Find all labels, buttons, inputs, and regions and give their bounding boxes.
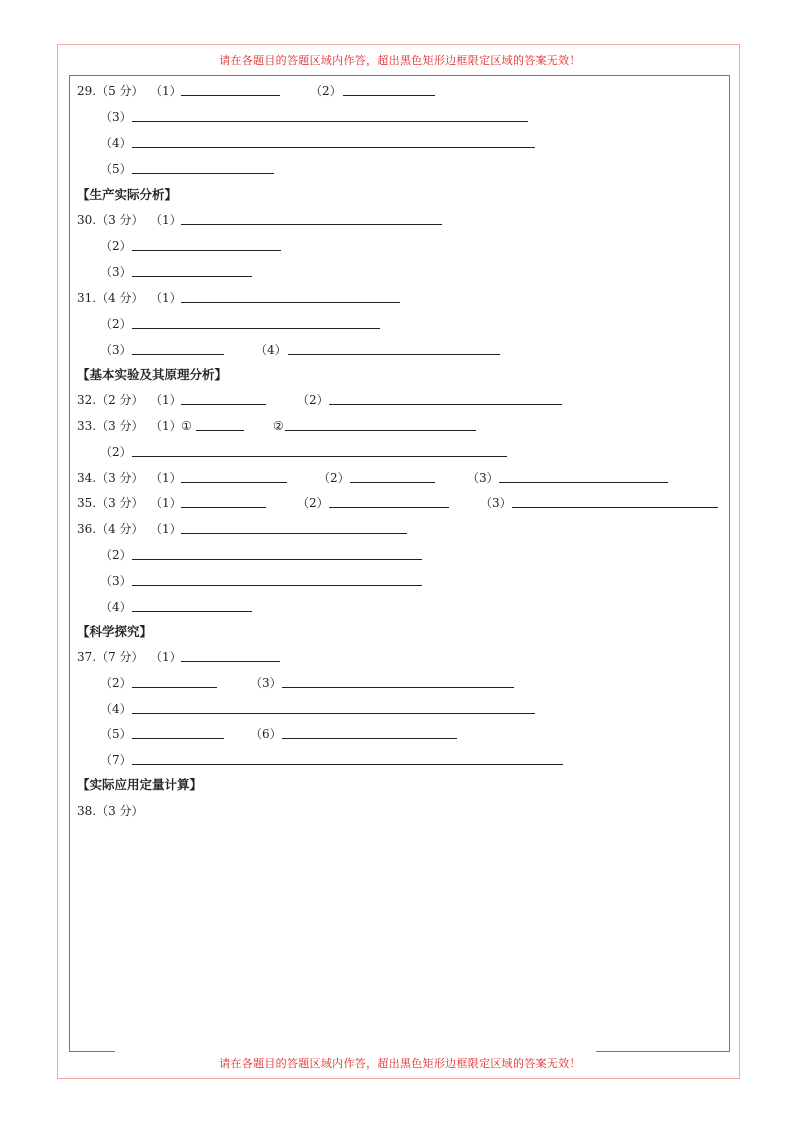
answer-blank[interactable] <box>282 687 514 688</box>
sub-label: （3） <box>100 343 132 357</box>
section-production: 【生产实际分析】 <box>77 187 178 202</box>
answer-blank[interactable] <box>512 507 718 508</box>
q33-label: 33.（3 分） <box>77 419 144 433</box>
sub-label: （2） <box>318 471 350 485</box>
answer-blank[interactable] <box>132 173 274 174</box>
q35-row1 <box>0 493 800 513</box>
sub-label: （1） <box>150 291 182 305</box>
q36-row1 <box>0 519 800 539</box>
q38-answer-area[interactable] <box>77 826 717 1041</box>
q33-row1 <box>0 416 800 436</box>
section-experiment: 【基本实验及其原理分析】 <box>77 367 228 382</box>
answer-blank[interactable] <box>181 507 266 508</box>
answer-blank[interactable] <box>132 559 422 560</box>
q36-row2 <box>0 545 800 565</box>
q29-row1 <box>0 81 800 101</box>
q38-row1 <box>0 801 800 821</box>
sub-label: （3） <box>467 471 499 485</box>
sub-label: （2） <box>100 317 132 331</box>
sub-label: （2） <box>310 84 342 98</box>
sub-label: （7） <box>100 753 132 767</box>
sub-label: （1） <box>150 393 182 407</box>
answer-blank[interactable] <box>132 147 535 148</box>
answer-blank[interactable] <box>132 738 224 739</box>
q34-label: 34.（3 分） <box>77 471 144 485</box>
q31-row2 <box>0 314 800 334</box>
answer-blank[interactable] <box>288 354 500 355</box>
sub-label: （1） <box>150 650 182 664</box>
answer-blank[interactable] <box>285 430 476 431</box>
answer-blank[interactable] <box>181 661 280 662</box>
q32-row1 <box>0 390 800 410</box>
answer-blank[interactable] <box>282 738 457 739</box>
q35-label: 35.（3 分） <box>77 496 144 510</box>
q37-row2 <box>0 673 800 693</box>
sub-label: （1） <box>150 496 182 510</box>
q31-label: 31.（4 分） <box>77 291 144 305</box>
q37-row4 <box>0 699 800 719</box>
q29-row3 <box>0 107 800 127</box>
sub-label: （4） <box>100 136 132 150</box>
answer-blank[interactable] <box>329 507 449 508</box>
answer-blank[interactable] <box>132 354 224 355</box>
q37-row1 <box>0 647 800 667</box>
q36-label: 36.（4 分） <box>77 522 144 536</box>
answer-blank[interactable] <box>132 456 507 457</box>
sub-label: （3） <box>250 676 282 690</box>
sub-label: （2） <box>100 445 132 459</box>
answer-blank[interactable] <box>181 482 287 483</box>
sub-label: （4） <box>100 702 132 716</box>
q29-row5 <box>0 159 800 179</box>
sub-label: （3） <box>100 110 132 124</box>
sub-label: （2） <box>100 239 132 253</box>
answer-blank[interactable] <box>350 482 435 483</box>
bottom-border-left <box>69 1051 115 1052</box>
sub-label: （3） <box>100 574 132 588</box>
q32-label: 32.（2 分） <box>77 393 144 407</box>
q37-row5 <box>0 724 800 744</box>
answer-blank[interactable] <box>343 95 435 96</box>
q31-row3 <box>0 340 800 360</box>
q29-row4 <box>0 133 800 153</box>
answer-blank[interactable] <box>132 764 563 765</box>
answer-blank[interactable] <box>181 224 442 225</box>
q37-row7 <box>0 750 800 770</box>
q30-row1 <box>0 210 800 230</box>
answer-blank[interactable] <box>132 121 528 122</box>
q29-label: 29.（5 分） <box>77 84 144 98</box>
sub-label: （4） <box>255 343 287 357</box>
sub-label: （2） <box>100 676 132 690</box>
answer-blank[interactable] <box>132 250 281 251</box>
answer-blank[interactable] <box>499 482 668 483</box>
sub-label: （2） <box>297 496 329 510</box>
sub-label: （3） <box>100 265 132 279</box>
answer-blank[interactable] <box>329 404 562 405</box>
top-warning: 请在各题目的答题区域内作答，超出黑色矩形边框限定区域的答案无效！ <box>219 54 581 67</box>
section-inquiry: 【科学探究】 <box>77 624 153 639</box>
bottom-border-right <box>596 1051 730 1052</box>
answer-blank[interactable] <box>132 611 252 612</box>
sub-label: （1） <box>150 522 182 536</box>
answer-blank[interactable] <box>132 276 252 277</box>
sub-label: （2） <box>297 393 329 407</box>
answer-blank[interactable] <box>132 328 380 329</box>
sub-label: （1） <box>150 471 182 485</box>
answer-blank[interactable] <box>181 404 266 405</box>
answer-blank[interactable] <box>132 687 217 688</box>
sub-label: （6） <box>250 727 282 741</box>
q30-label: 30.（3 分） <box>77 213 144 227</box>
answer-blank[interactable] <box>181 302 400 303</box>
q31-row1 <box>0 288 800 308</box>
answer-blank[interactable] <box>181 533 407 534</box>
answer-blank[interactable] <box>181 95 280 96</box>
circled-two: ② <box>273 419 284 433</box>
q34-row1 <box>0 468 800 488</box>
sub-label: （1） <box>150 213 182 227</box>
q30-row3 <box>0 262 800 282</box>
circled-one: ① <box>181 419 192 433</box>
answer-blank[interactable] <box>132 713 535 714</box>
answer-blank[interactable] <box>196 430 244 431</box>
sub-label: （5） <box>100 727 132 741</box>
section-calculation: 【实际应用定量计算】 <box>77 777 203 792</box>
sub-label: （4） <box>100 600 132 614</box>
q36-row4 <box>0 597 800 617</box>
q36-row3 <box>0 571 800 591</box>
sub-label: （5） <box>100 162 132 176</box>
bottom-warning: 请在各题目的答题区域内作答，超出黑色矩形边框限定区域的答案无效！ <box>219 1057 581 1070</box>
q38-label: 38.（3 分） <box>77 804 144 818</box>
q37-label: 37.（7 分） <box>77 650 144 664</box>
sub-label: （1） <box>150 419 182 433</box>
sub-label: （3） <box>480 496 512 510</box>
sub-label: （1） <box>150 84 182 98</box>
q33-row2 <box>0 442 800 462</box>
answer-blank[interactable] <box>132 585 422 586</box>
sub-label: （2） <box>100 548 132 562</box>
q30-row2 <box>0 236 800 256</box>
